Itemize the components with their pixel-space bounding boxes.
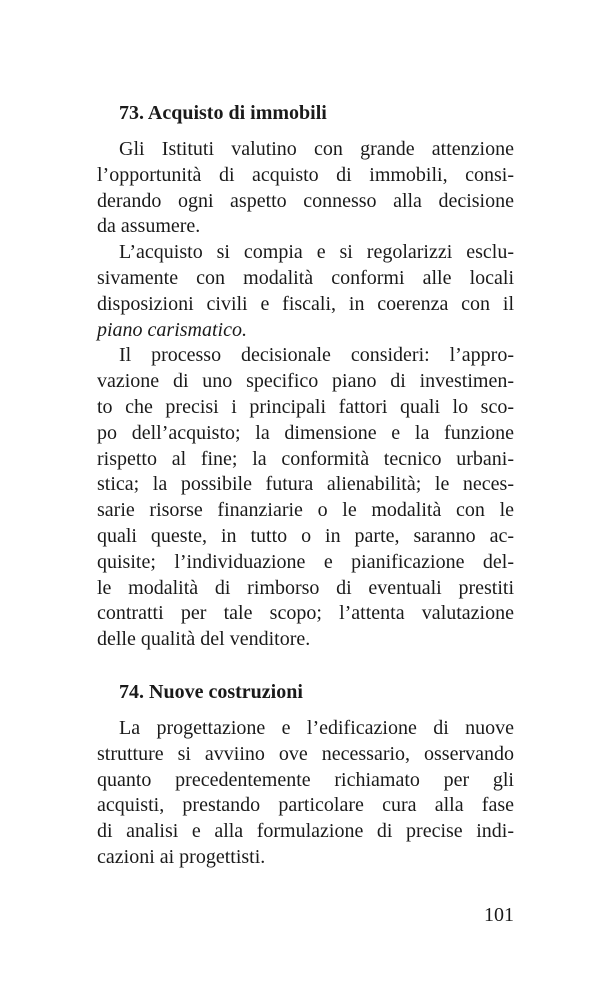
text-line: l’opportunità di acquisto di immobili, consi-: [97, 163, 514, 186]
section-heading: 73. Acquisto di immobili: [119, 102, 327, 124]
text-line: vazione di uno specifico piano di investimen-: [97, 370, 514, 393]
text-line: quisite; l’individuazione e pianificazione del-: [97, 550, 514, 573]
section: [97, 100, 514, 653]
paragraph: [97, 137, 514, 240]
text-line: Gli Istituti valutino con grande attenzione: [119, 138, 514, 160]
text-line: La progettazione e l’edificazione di nuove: [119, 716, 514, 739]
heading-spacer: [97, 705, 514, 716]
text-line: L’acquisto si compia e si regolarizzi esclu-: [119, 241, 514, 264]
paragraph: [97, 343, 514, 653]
text-line: sivamente con modalità conformi alle locali: [97, 266, 514, 289]
text-line: disposizioni civili e fiscali, in coerenza con il: [97, 292, 514, 315]
text-line: acquisti, prestando particolare cura alla fase: [97, 794, 514, 817]
text-line: quali queste, in tutto o in parte, saranno ac-: [97, 524, 514, 547]
text-line: piano carismatico.: [97, 318, 247, 341]
text-line: delle qualità del venditore.: [97, 628, 311, 651]
section-heading: 74. Nuove costruzioni: [119, 680, 303, 703]
paragraph: [97, 240, 514, 343]
text-line: derando ogni aspetto connesso alla decisione: [97, 189, 514, 212]
text-line: di analisi e alla formulazione di precise indi-: [97, 820, 514, 843]
text-line: le modalità di rimborso di eventuali prestiti: [97, 576, 514, 599]
text-line: quanto precedentemente richiamato per gli: [97, 768, 514, 791]
page-body: [97, 100, 514, 871]
text-line: po dell’acquisto; la dimensione e la funzione: [97, 421, 514, 444]
text-line: cazioni ai progettisti.: [97, 845, 266, 868]
text-line: sarie risorse finanziarie o le modalità con le: [97, 499, 514, 522]
text-line: stica; la possibile futura alienabilità; le neces-: [97, 473, 514, 496]
section: [97, 679, 514, 871]
paragraph: [97, 716, 514, 871]
text-line: contratti per tale scopo; l’attenta valutazione: [97, 602, 514, 625]
text-line: Il processo decisionale consideri: l’appro-: [119, 344, 514, 367]
page-number: 101: [484, 904, 514, 926]
heading-spacer: [97, 126, 514, 137]
text-line: da assumere.: [97, 215, 201, 238]
text-line: rispetto al fine; la conformità tecnico urbani-: [97, 447, 514, 470]
text-line: to che precisi i principali fattori quali lo sco-: [97, 395, 514, 418]
text-line: strutture si avviino ove necessario, osservando: [97, 742, 514, 765]
